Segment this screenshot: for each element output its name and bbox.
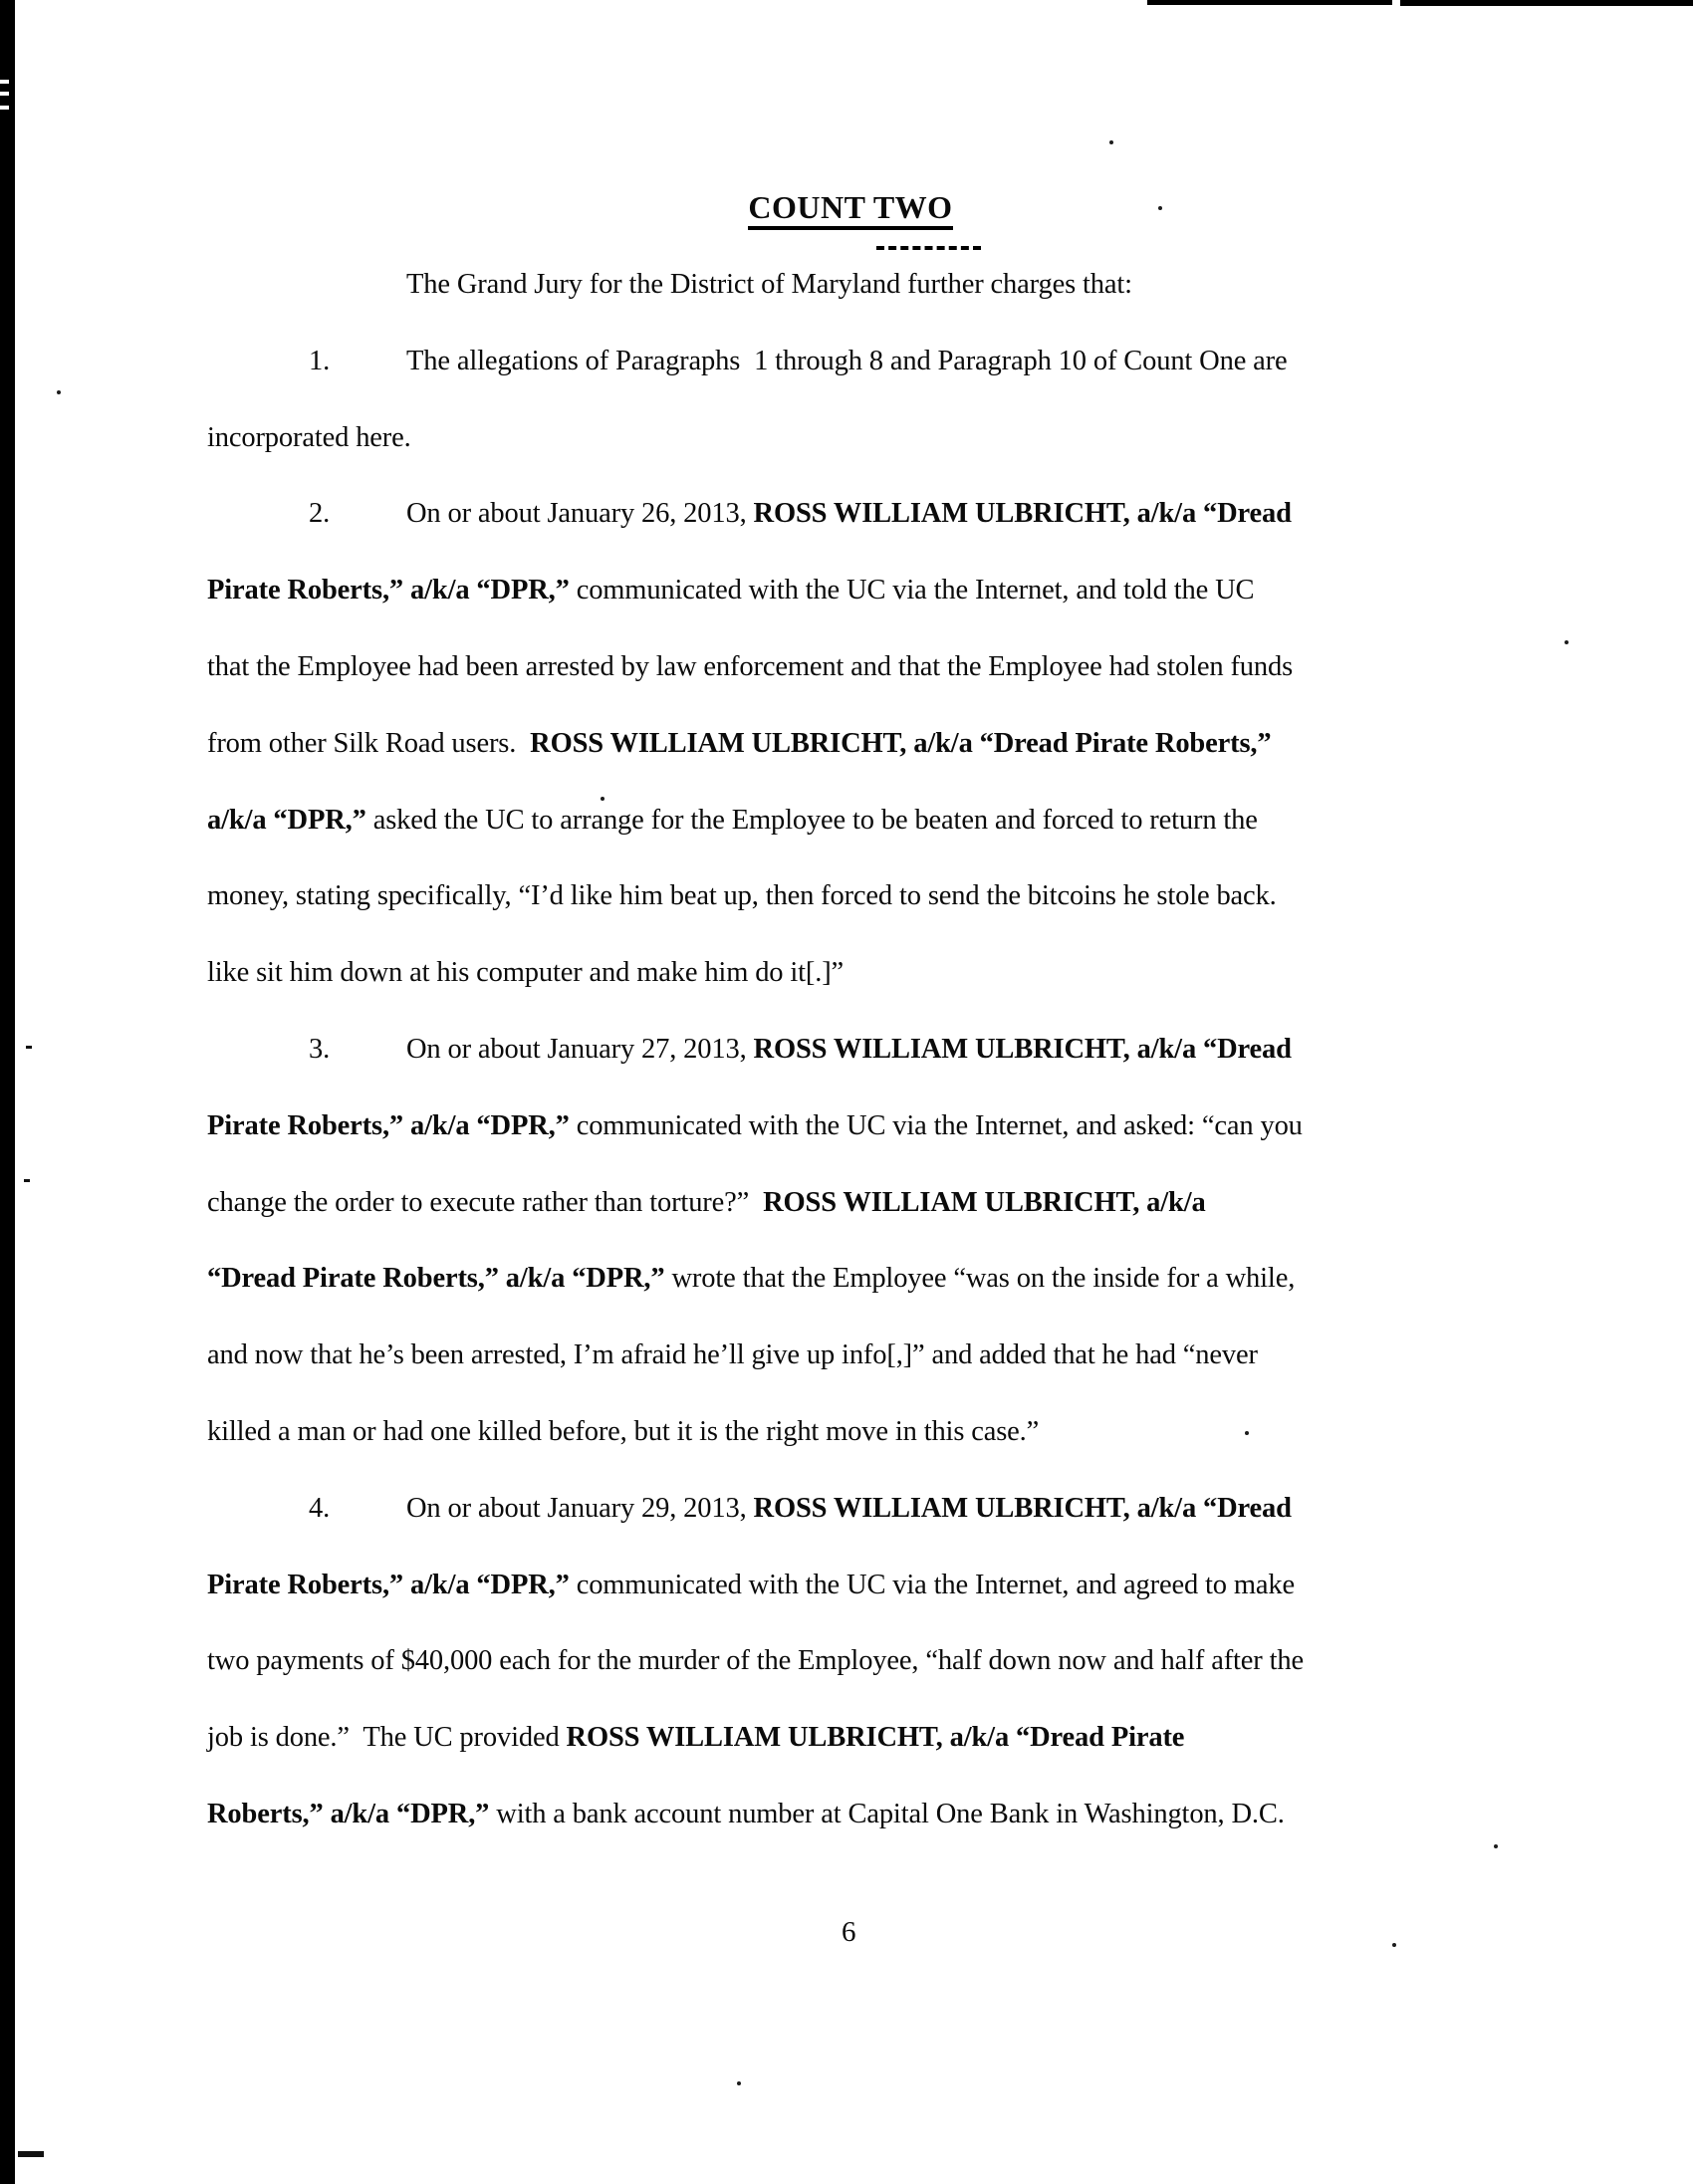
scan-edge-top-line	[1147, 0, 1392, 5]
scan-speck	[1565, 640, 1569, 644]
document-line	[207, 324, 1494, 400]
document-line	[207, 858, 1494, 935]
document-line	[207, 553, 1494, 629]
document-line	[207, 1777, 1494, 1853]
defendant-name-bold-run: ROSS WILLIAM ULBRICHT, a/k/a	[763, 1186, 1206, 1218]
defendant-name-bold-run: Pirate Roberts,” a/k/a “DPR,”	[207, 1569, 570, 1600]
defendant-name-bold-run: Pirate Roberts,” a/k/a “DPR,”	[207, 1109, 570, 1141]
defendant-name-bold-run: “Dread Pirate Roberts,” a/k/a “DPR,”	[207, 1263, 665, 1295]
scan-speck	[26, 1046, 32, 1049]
page-number: 6	[842, 1916, 856, 1948]
document-line	[207, 247, 1494, 324]
scan-speck	[18, 2151, 44, 2157]
body-text-run: The allegations of Paragraphs 1 through 8 and Paragraph 10 of Count One are	[406, 345, 1288, 376]
paragraph-number: 2.	[309, 498, 331, 530]
document-line	[207, 1471, 1494, 1548]
scan-notch	[0, 80, 9, 84]
body-text-run: communicated with the UC via the Internet, and agreed to make	[569, 1569, 1295, 1600]
defendant-name-bold-run: ROSS WILLIAM ULBRICHT, a/k/a “Dread Pirate Roberts,”	[530, 727, 1272, 759]
body-text-run: with a bank account number at Capital One Bank in Washington, D.C.	[489, 1798, 1285, 1829]
body-text-run: The Grand Jury for the District of Maryland further charges that:	[406, 269, 1132, 300]
paragraph-number: 3.	[309, 1033, 331, 1065]
paragraph-number: 4.	[309, 1492, 331, 1524]
count-heading	[207, 167, 1494, 247]
document-line	[207, 1012, 1494, 1089]
body-text-run: On or about January 27, 2013,	[406, 1033, 754, 1065]
body-text-run: killed a man or had one killed before, but it is the right move in this case.”	[207, 1415, 1040, 1447]
defendant-name-bold-run: ROSS WILLIAM ULBRICHT, a/k/a “Dread	[753, 1033, 1292, 1065]
document-line	[207, 706, 1494, 783]
defendant-name-bold-run: ROSS WILLIAM ULBRICHT, a/k/a “Dread	[753, 1492, 1292, 1524]
count-heading-text: COUNT TWO	[748, 189, 952, 230]
body-text-run: two payments of $40,000 each for the murder of the Employee, “half down now and half after the	[207, 1645, 1304, 1677]
document-line	[207, 1394, 1494, 1471]
body-text-run: communicated with the UC via the Internet, and asked: “can you	[569, 1109, 1303, 1141]
document-line	[207, 1623, 1494, 1700]
defendant-name-bold-run: Pirate Roberts,” a/k/a “DPR,”	[207, 575, 570, 607]
body-text-run: On or about January 26, 2013,	[406, 498, 754, 530]
document-line	[207, 1241, 1494, 1318]
body-text-run: job is done.” The UC provided	[207, 1722, 567, 1754]
defendant-name-bold-run: Roberts,” a/k/a “DPR,”	[207, 1798, 490, 1829]
scan-notch	[0, 92, 9, 96]
scan-notch	[0, 106, 9, 110]
defendant-name-bold-run: ROSS WILLIAM ULBRICHT, a/k/a “Dread	[753, 498, 1292, 530]
scan-speck	[737, 2081, 741, 2085]
body-text-run: and now that he’s been arrested, I’m afraid he’ll give up info[,]” and added that he had “never	[207, 1339, 1258, 1371]
document-body	[207, 247, 1494, 1853]
body-text-run: wrote that the Employee “was on the inside for a while,	[664, 1263, 1296, 1295]
document-line	[207, 1548, 1494, 1624]
document-line	[207, 629, 1494, 706]
scan-speck	[24, 1179, 30, 1182]
body-text-run: from other Silk Road users.	[207, 727, 531, 759]
document-line	[207, 400, 1494, 477]
body-text-run: change the order to execute rather than torture?”	[207, 1186, 764, 1218]
scan-speck	[1109, 140, 1113, 144]
scan-speck	[1494, 1844, 1498, 1848]
document-line	[207, 935, 1494, 1012]
body-text-run: asked the UC to arrange for the Employee to be beaten and forced to return the	[365, 804, 1258, 836]
body-text-run: money, stating specifically, “I’d like him beat up, then forced to send the bitcoins he stole back.	[207, 880, 1277, 912]
scan-edge-top-line	[1400, 0, 1693, 6]
document-line	[207, 1700, 1494, 1777]
body-text-run: incorporated here.	[207, 421, 411, 453]
document-line	[207, 1165, 1494, 1242]
body-text-run: On or about January 29, 2013,	[406, 1492, 754, 1524]
body-text-run: like sit him down at his computer and make him do it[.]”	[207, 957, 845, 989]
document-content	[207, 167, 1494, 1853]
document-line	[207, 783, 1494, 859]
body-text-run: communicated with the UC via the Internet, and told the UC	[569, 575, 1255, 607]
scan-speck	[1392, 1943, 1396, 1947]
scan-underline-artifact	[876, 246, 981, 250]
document-line	[207, 1318, 1494, 1394]
scan-edge-left-bar	[0, 0, 15, 2184]
body-text-run: that the Employee had been arrested by law enforcement and that the Employee had stolen funds	[207, 650, 1294, 682]
document-line	[207, 1089, 1494, 1165]
defendant-name-bold-run: a/k/a “DPR,”	[207, 804, 366, 836]
defendant-name-bold-run: ROSS WILLIAM ULBRICHT, a/k/a “Dread Pirate	[566, 1722, 1185, 1754]
document-line	[207, 476, 1494, 553]
paragraph-number: 1.	[309, 345, 331, 376]
scan-speck	[57, 390, 61, 394]
